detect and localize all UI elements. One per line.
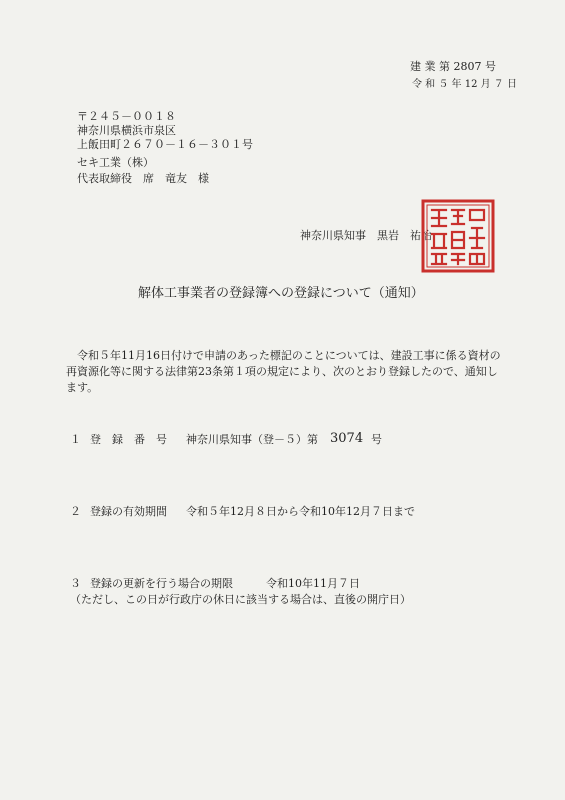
- recipient-address-line2: 上飯田町２６７０－１６－３０１号: [77, 138, 253, 151]
- item-3-number: ３: [70, 577, 81, 590]
- recipient-address-line1: 神奈川県横浜市泉区: [77, 124, 176, 137]
- document-title: 解体工事業者の登録簿への登録について（通知）: [138, 286, 424, 301]
- official-seal-stamp: [420, 198, 496, 274]
- item-2-number: ２: [70, 505, 81, 518]
- item-3-label: 登録の更新を行う場合の期限: [90, 577, 233, 590]
- item-3-note: （ただし、この日が行政庁の休日に該当する場合は、直後の開庁日）: [70, 593, 411, 606]
- item-1-suffix: 号: [371, 433, 382, 446]
- recipient-representative: 代表取締役 席 竜友 様: [77, 172, 209, 185]
- document-date: 令 和 ５ 年 12 月 ７ 日: [412, 79, 517, 90]
- recipient-company: セキ工業（株）: [77, 156, 154, 169]
- item-1-label: 登 録 番 号: [90, 433, 167, 446]
- item-1-value: 神奈川県知事（登－５）第: [186, 433, 318, 446]
- item-2-label: 登録の有効期間: [90, 505, 167, 518]
- item-3-value: 令和10年11月７日: [266, 577, 360, 590]
- recipient-postal-code: 〒２４５－００１８: [77, 110, 176, 123]
- body-paragraph: 令和５年11月16日付けで申請のあった標記のことについては、建設工事に係る資材の再資源化等に関する法律第23条第１項の規定により、次のとおり登録したので、通知します。: [66, 349, 501, 394]
- sender-name: 神奈川県知事 黒岩 祐治: [300, 229, 432, 242]
- document-number: 建 業 第 2807 号: [410, 60, 496, 73]
- item-1-registration-number: 3074: [330, 431, 364, 446]
- item-2-value: 令和５年12月８日から令和10年12月７日まで: [186, 505, 415, 518]
- item-1-number: １: [70, 433, 81, 446]
